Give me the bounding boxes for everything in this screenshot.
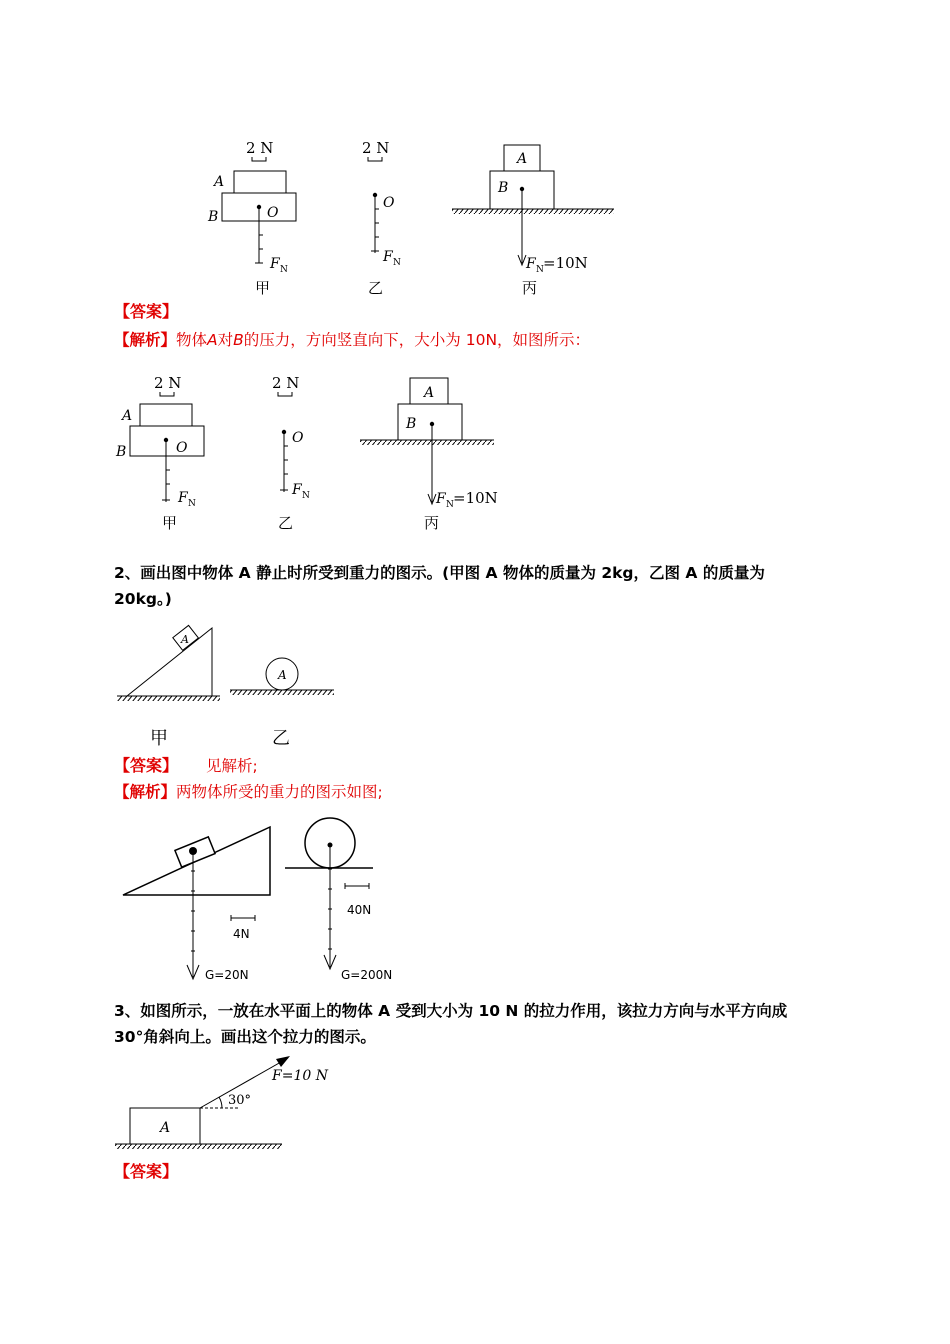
- q2-fig-yi: 乙: [272, 728, 290, 749]
- fig1b-jia: 甲: [162, 514, 178, 532]
- fig1b-scale: 2 N: [154, 374, 182, 392]
- q2-g-20n: G=20N: [205, 968, 249, 982]
- q3-fig-A: A: [160, 1120, 171, 1136]
- q1-analysis-pre: 物体: [176, 331, 208, 349]
- q2-g-200n: G=200N: [341, 968, 393, 982]
- q2-fig-jia: 甲: [150, 728, 168, 749]
- q2-stem: [114, 560, 844, 612]
- q2-scale-40n: 40N: [347, 903, 372, 917]
- q2-fig-A: A: [181, 633, 189, 646]
- figure-3: [110, 1050, 340, 1156]
- figure-2-analysis: [115, 815, 395, 987]
- q2-fig-A-2: A: [278, 668, 287, 682]
- figure-1-analysis: [110, 370, 510, 535]
- fig1-label-O-2: O: [383, 195, 395, 211]
- fig1-f-sub: N: [280, 265, 288, 275]
- q2-analysis: [114, 782, 383, 802]
- fig1-label-jia: 甲: [255, 279, 271, 297]
- q2-analysis-text: 两物体所受的重力的图示如图;: [176, 783, 383, 801]
- q2-stem-line1: 2、画出图中物体 A 静止时所受到重力的图示。(甲图 A 物体的质量为 2kg，乙图 A 的质量为: [114, 564, 765, 582]
- fig1-label-A: A: [214, 174, 225, 190]
- fig1b-f-2: F: [292, 482, 302, 498]
- q1-analysis: [114, 330, 590, 350]
- fig1b-force-value: =10N: [453, 489, 498, 507]
- fig1b-B-3: B: [406, 416, 417, 432]
- q3-stem-line1: 3、如图所示，一放在水平面上的物体 A 受到大小为 10 N 的拉力作用，该拉力方向与水平方向成: [114, 1002, 788, 1020]
- fig1b-O-2: O: [292, 430, 304, 446]
- fig1b-f-sub-2: N: [302, 491, 310, 501]
- figure-2-question: [112, 618, 342, 753]
- q1-analysis-post: 的压力，方向竖直向下，大小为 10N，如图所示：: [243, 331, 591, 349]
- q1-analysis-label: 【解析】: [114, 331, 177, 349]
- fig1-force-value: =10N: [543, 254, 588, 272]
- q3-fig-force: F=10 N: [272, 1068, 328, 1084]
- fig1-label-B: B: [208, 209, 219, 225]
- q2-analysis-label: 【解析】: [114, 783, 177, 801]
- figure-1-question: [200, 135, 620, 300]
- q3-stem: [114, 998, 844, 1050]
- fig1b-A: A: [122, 408, 133, 424]
- fig1-label-bing: 丙: [522, 279, 538, 297]
- q1-analysis-mid: 对: [217, 331, 234, 349]
- fig1-f-label-3: F: [526, 256, 536, 272]
- q1-analysis-A: A: [207, 331, 218, 349]
- fig1-label-yi: 乙: [368, 279, 384, 297]
- fig1-label-A-3: A: [517, 151, 528, 167]
- q1-analysis-B: B: [233, 331, 244, 349]
- q2-stem-line2: 20kg。): [114, 590, 172, 608]
- fig1b-B: B: [116, 444, 127, 460]
- fig1-f-label: F: [270, 256, 280, 272]
- fig1b-f-sub: N: [188, 499, 196, 509]
- fig1b-f-sub-3: N: [446, 500, 454, 510]
- fig1-label-B-3: B: [498, 180, 509, 196]
- q2-scale-4n: 4N: [233, 927, 250, 941]
- fig1b-O: O: [176, 440, 188, 456]
- q1-answer-label: 【答案】: [114, 302, 179, 321]
- fig1b-scale-2: 2 N: [272, 374, 300, 392]
- fig1-f-sub-2: N: [393, 258, 401, 268]
- q2-answer-text: 见解析;: [206, 757, 258, 775]
- fig1-f-label-2: F: [383, 249, 393, 265]
- fig1b-yi: 乙: [278, 514, 294, 532]
- q3-answer-label: 【答案】: [114, 1162, 179, 1181]
- fig1-scale-label: 2 N: [246, 139, 274, 157]
- q3-fig-angle: 30°: [228, 1093, 252, 1108]
- fig1-f-sub-3: N: [536, 265, 544, 275]
- fig1b-f-3: F: [436, 491, 446, 507]
- q3-stem-line2: 30°角斜向上。画出这个拉力的图示。: [114, 1028, 376, 1046]
- fig1-scale-label-2: 2 N: [362, 139, 390, 157]
- fig1-label-O: O: [267, 205, 279, 221]
- fig1b-A-3: A: [424, 385, 435, 401]
- q2-answer-label: 【答案】: [114, 756, 179, 775]
- fig1b-bing: 丙: [424, 514, 440, 532]
- fig1b-f: F: [178, 490, 188, 506]
